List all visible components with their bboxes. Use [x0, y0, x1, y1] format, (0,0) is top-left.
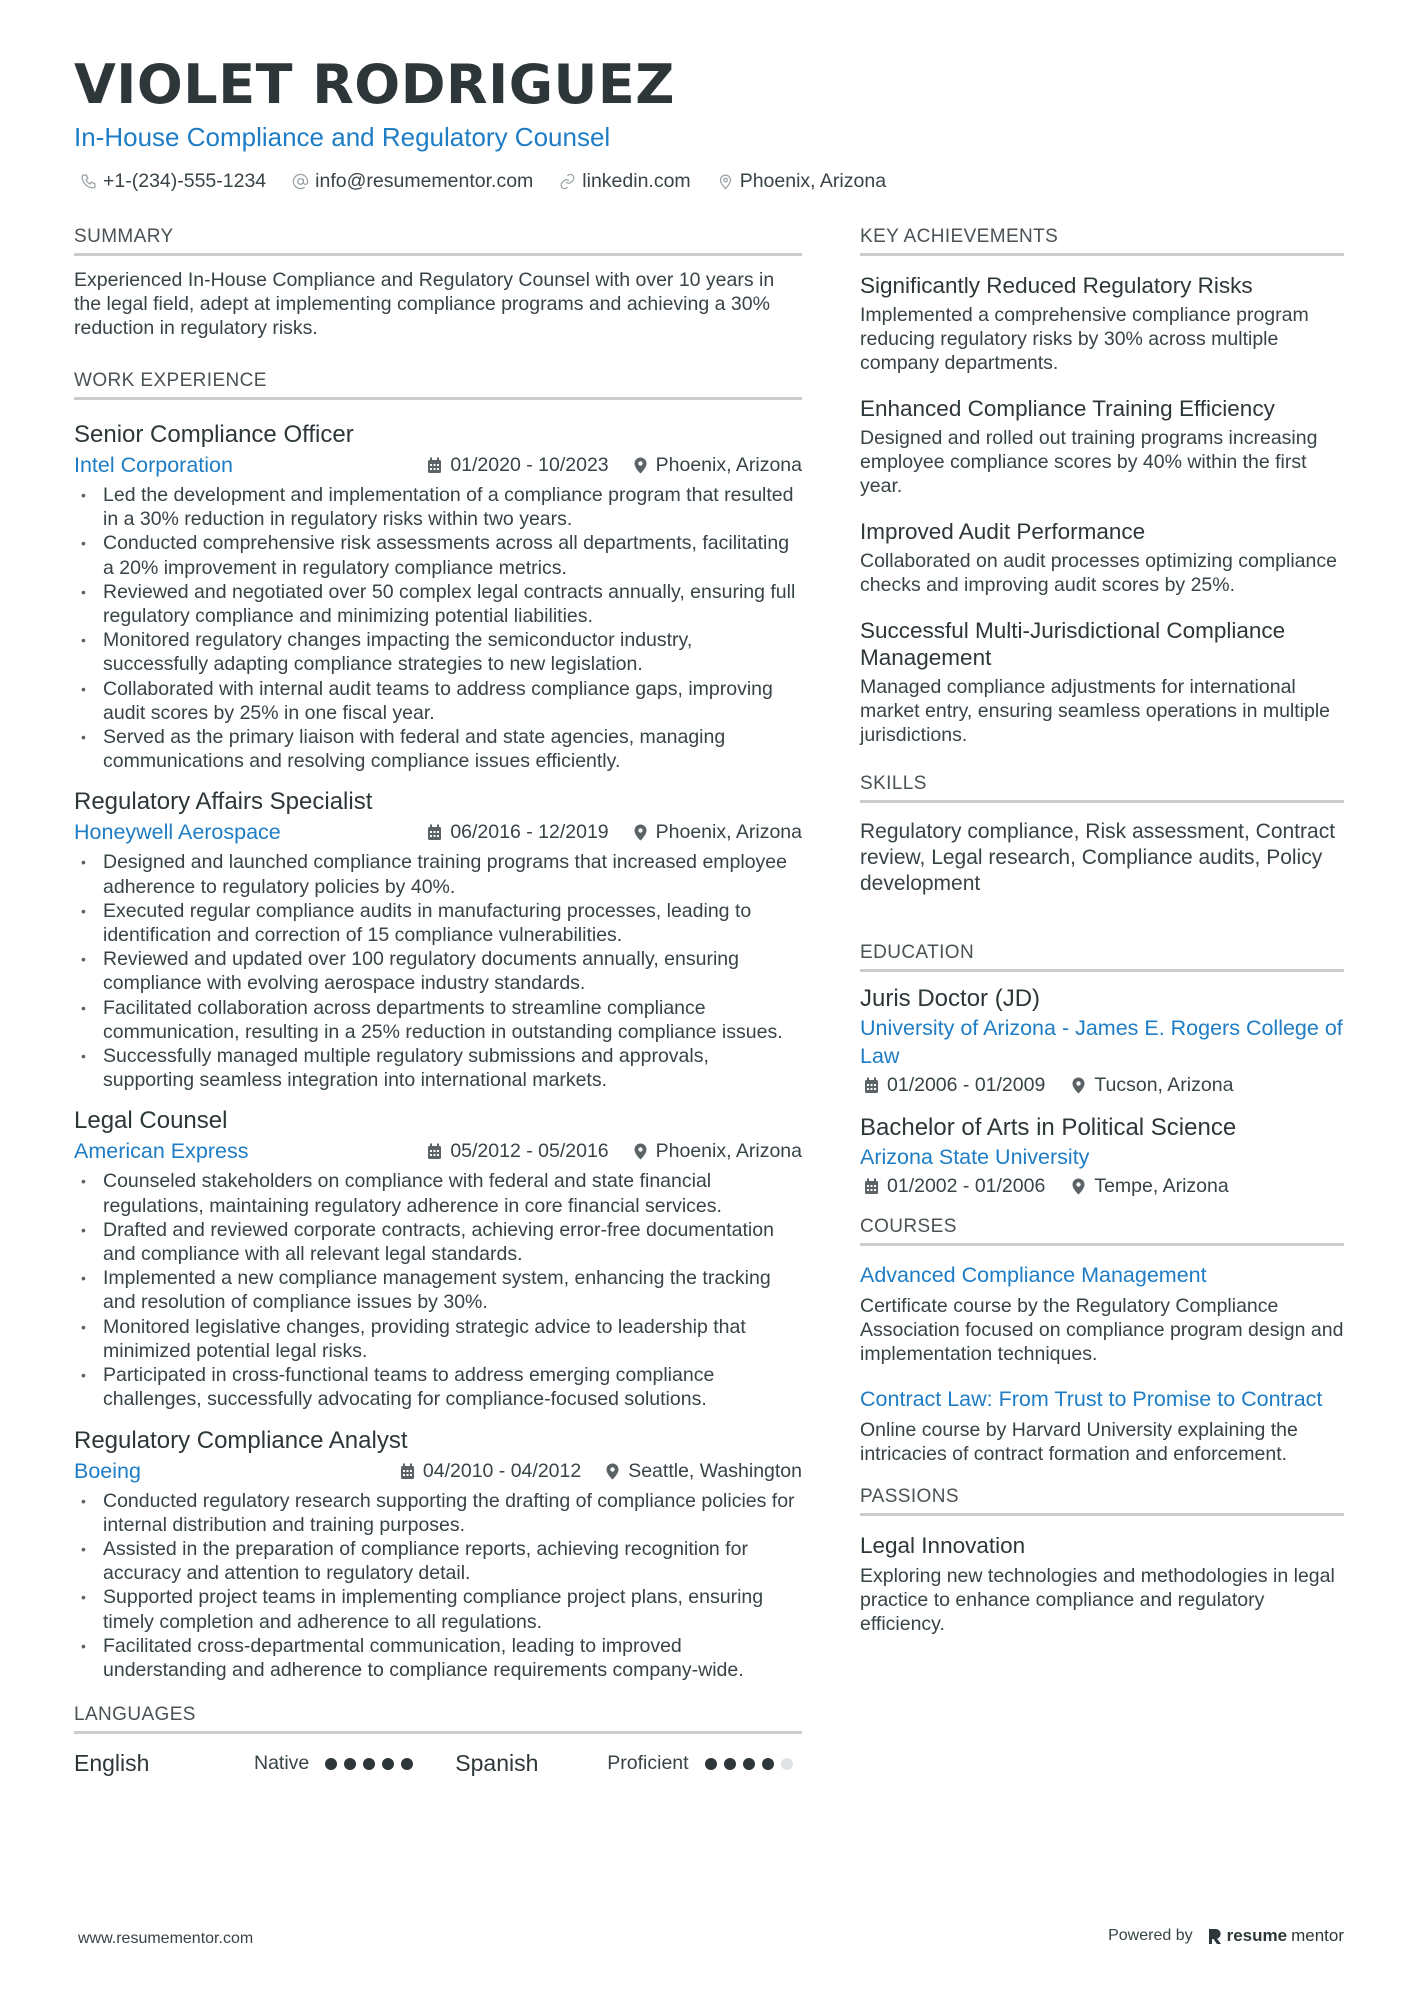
course-text: Online course by Harvard University explaining the intricacies of contract formation and enforcement. [860, 1419, 1298, 1465]
location-text: Phoenix, Arizona [739, 170, 887, 192]
achievement-text: Managed compliance adjustments for international market entry, ensuring seamless operations in multiple jurisdictions. [860, 676, 1331, 746]
bullet-item: • Monitored legislative changes, providing strategic advice to leadership that minimized potential legal risks. [74, 1315, 802, 1363]
bullet-item: • Implemented a new compliance management system, enhancing the tracking and resolution of compliance issues by 30%. [74, 1266, 802, 1314]
rating-dot [382, 1758, 394, 1770]
job-entry [74, 420, 802, 773]
bullet-item: • Collaborated with internal audit teams to address compliance gaps, improving audit scores by 25% in one fiscal year. [74, 677, 802, 725]
achievement-text: Designed and rolled out training programs increasing employee compliance scores by 40% within the first year. [860, 427, 1318, 497]
education-section [860, 942, 1344, 1198]
rating-dot [743, 1758, 755, 1770]
passion-list [860, 1532, 1344, 1636]
rating-dot [762, 1758, 774, 1770]
job-role: Regulatory Compliance Analyst [74, 1426, 408, 1454]
language-level: Proficient [607, 1752, 689, 1775]
job-location [633, 821, 802, 844]
phone-icon [80, 173, 97, 190]
education-dates [864, 1074, 1045, 1097]
education-location-text: Tempe, Arizona [1094, 1175, 1229, 1197]
education-list [860, 984, 1344, 1198]
languages-section [74, 1704, 802, 1777]
language-name: Spanish [455, 1750, 539, 1777]
job-location-text: Phoenix, Arizona [655, 1140, 802, 1163]
job-location [633, 454, 802, 477]
job-role: Senior Compliance Officer [74, 421, 354, 448]
resumementor-logo-icon [1207, 1927, 1223, 1945]
education-location [1071, 1175, 1228, 1198]
bullet-item: • Conducted regulatory research supporting the drafting of compliance policies for internal distribution and training purposes. [74, 1489, 802, 1537]
job-bullets [74, 1489, 802, 1683]
company-name[interactable]: Honeywell Aerospace [74, 820, 281, 845]
rating-dot [344, 1758, 356, 1770]
footer-powered [1108, 1926, 1344, 1946]
bullet-item: • Executed regular compliance audits in manufacturing processes, leading to identification and correction of 15 compliance vulnerabilities. [74, 899, 802, 947]
achievement-entry [860, 617, 1344, 747]
job-location-text: Phoenix, Arizona [655, 454, 802, 476]
job-location-text: Seattle, Washington [628, 1459, 802, 1482]
achievement-entry [860, 272, 1344, 375]
job-meta-right [427, 454, 802, 477]
job-location [605, 1460, 802, 1483]
rating-dot [401, 1758, 413, 1770]
job-role: Regulatory Affairs Specialist [74, 788, 373, 816]
job-bullets [74, 850, 802, 1092]
job-dates-text: 04/2010 - 04/2012 [422, 1459, 582, 1482]
achievement-title: Improved Audit Performance [860, 519, 1146, 544]
education-entry [860, 984, 1344, 1097]
calendar-icon [427, 1143, 442, 1160]
course-text: Certificate course by the Regulatory Compliance Association focused on compliance program design and implementation techniques. [860, 1295, 1344, 1365]
course-title[interactable]: Advanced Compliance Management [860, 1263, 1207, 1287]
course-title[interactable]: Contract Law: From Trust to Promise to Contract [860, 1387, 1323, 1411]
calendar-icon [427, 457, 442, 474]
location-pin-icon [1071, 1178, 1086, 1195]
job-entry [74, 1106, 802, 1411]
education-meta [864, 1175, 1344, 1198]
job-meta [74, 820, 802, 845]
education-location [1071, 1074, 1233, 1097]
contact-phone[interactable] [80, 170, 266, 193]
job-role: Legal Counsel [74, 1107, 228, 1135]
brand-part-resume: resume [1226, 1926, 1288, 1945]
language-level: Native [254, 1752, 310, 1775]
job-meta-right [427, 821, 802, 844]
brand-part-mentor: mentor [1291, 1926, 1344, 1945]
calendar-icon [400, 1463, 415, 1480]
bullet-item: • Reviewed and negotiated over 50 complex legal contracts annually, ensuring full regulatory compliance and minimizing potential liabilities. [74, 580, 802, 628]
company-name[interactable]: American Express [74, 1139, 249, 1164]
education-location-text: Tucson, Arizona [1094, 1074, 1234, 1096]
course-entry [860, 1262, 1344, 1366]
bullet-item: • Counseled stakeholders on compliance with federal and state financial regulations, maintaining regulatory adherence in core financial services. [74, 1169, 802, 1217]
course-entry [860, 1386, 1344, 1466]
footer-website[interactable]: www.resumementor.com [78, 1930, 254, 1947]
passion-entry [860, 1532, 1344, 1636]
linkedin-text: linkedin.com [582, 170, 691, 192]
bullet-item: • Participated in cross-functional teams to address emerging compliance challenges, successfully advocating for compliance-focused solutions. [74, 1363, 802, 1411]
job-meta [74, 1459, 802, 1484]
bullet-item: • Monitored regulatory changes impacting the semiconductor industry, successfully adapting compliance strategies to new legislation. [74, 628, 802, 676]
bullet-item: • Assisted in the preparation of compliance reports, achieving recognition for accuracy and attention to regulatory detail. [74, 1537, 802, 1585]
contact-email[interactable] [292, 170, 533, 193]
course-list [860, 1262, 1344, 1466]
achievement-entry [860, 395, 1344, 498]
courses-section [860, 1216, 1344, 1466]
company-name[interactable]: Boeing [74, 1458, 141, 1483]
education-school[interactable]: University of Arizona - James E. Rogers College of Law [860, 1016, 1343, 1068]
experience-section [74, 370, 802, 1682]
passion-title: Legal Innovation [860, 1533, 1026, 1558]
bullet-item: • Designed and launched compliance training programs that increased employee adherence to regulatory policies by 40%. [74, 850, 802, 898]
rating-dot [781, 1758, 793, 1770]
bullet-item: • Facilitated cross-departmental communication, leading to improved understanding and adherence to compliance requirements company-wide. [74, 1634, 802, 1682]
location-pin-icon [1071, 1077, 1086, 1094]
job-list [74, 420, 802, 1682]
location-pin-icon [633, 1143, 648, 1160]
language-rating [705, 1758, 793, 1770]
contact-linkedin[interactable] [559, 170, 690, 193]
brand-logo[interactable] [1207, 1926, 1344, 1946]
job-location-text: Phoenix, Arizona [655, 821, 802, 844]
achievement-text: Implemented a comprehensive compliance program reducing regulatory risks by 30% across multiple company departments. [860, 304, 1309, 374]
achievement-title: Successful Multi-Jurisdictional Compliance Management [860, 618, 1286, 670]
education-heading: EDUCATION [860, 942, 1344, 972]
language-rating [325, 1758, 413, 1770]
achievement-entry [860, 518, 1344, 597]
bullet-item: • Supported project teams in implementing compliance project plans, ensuring timely completion and adherence to all regulations. [74, 1585, 802, 1633]
education-meta [864, 1074, 1344, 1097]
right-column [860, 226, 1344, 1636]
calendar-icon [864, 1178, 879, 1195]
powered-by-label: Powered by [1108, 1927, 1193, 1944]
job-meta [74, 453, 802, 478]
education-dates-text: 01/2006 - 01/2009 [887, 1074, 1046, 1096]
job-dates-text: 06/2016 - 12/2019 [450, 821, 609, 844]
candidate-title: In-House Compliance and Regulatory Counsel [74, 122, 611, 152]
education-dates [864, 1175, 1045, 1198]
languages-heading: LANGUAGES [74, 1704, 802, 1734]
job-entry [74, 787, 802, 1092]
skills-text: Regulatory compliance, Risk assessment, Contract review, Legal research, Compliance audits, Policy development [860, 820, 1336, 895]
achievements-section [860, 226, 1344, 747]
job-entry [74, 1426, 802, 1683]
skills-heading: SKILLS [860, 773, 1344, 803]
company-name[interactable]: Intel Corporation [74, 453, 233, 477]
achievements-heading: KEY ACHIEVEMENTS [860, 226, 1344, 256]
phone-text: +1-(234)-555-1234 [103, 170, 267, 192]
contact-location [717, 170, 886, 193]
at-icon [292, 173, 309, 190]
contact-bar [80, 170, 886, 193]
language-name: English [74, 1750, 150, 1777]
bullet-item: • Facilitated collaboration across departments to streamline compliance communication, resulting in a 25% reduction in outstanding compliance issues. [74, 996, 802, 1044]
bullet-item: • Conducted comprehensive risk assessments across all departments, facilitating a 20% improvement in regulatory compliance metrics. [74, 531, 802, 579]
calendar-icon [864, 1077, 879, 1094]
location-pin-icon [605, 1463, 620, 1480]
job-bullets [74, 1169, 802, 1411]
job-dates [400, 1460, 581, 1483]
location-pin-icon [633, 824, 648, 841]
skills-section [860, 773, 1344, 897]
summary-heading: SUMMARY [74, 226, 802, 256]
job-meta [74, 1139, 802, 1164]
bullet-item: • Drafted and reviewed corporate contracts, achieving error-free documentation and compliance with all relevant legal standards. [74, 1218, 802, 1266]
job-dates-text: 01/2020 - 10/2023 [450, 454, 609, 476]
achievement-list [860, 272, 1344, 747]
bullet-item: • Led the development and implementation of a compliance program that resulted in a 30% reduction in regulatory risks within two years. [74, 483, 802, 531]
job-dates-text: 05/2012 - 05/2016 [450, 1140, 609, 1163]
education-entry [860, 1113, 1344, 1198]
email-text: info@resumementor.com [315, 170, 534, 192]
bullet-item: • Served as the primary liaison with federal and state agencies, managing communications and resolving compliance issues efficiently. [74, 725, 802, 773]
job-dates [427, 821, 608, 844]
rating-dot [325, 1758, 337, 1770]
education-degree: Bachelor of Arts in Political Science [860, 1114, 1237, 1141]
job-meta-right [400, 1460, 802, 1483]
bullet-item: • Successfully managed multiple regulatory submissions and approvals, supporting seamless integration into international markets. [74, 1044, 802, 1092]
bullet-item: • Reviewed and updated over 100 regulatory documents annually, ensuring compliance with evolving aerospace industry standards. [74, 947, 802, 995]
education-degree: Juris Doctor (JD) [860, 985, 1041, 1012]
achievement-title: Significantly Reduced Regulatory Risks [860, 273, 1253, 298]
rating-dot [705, 1758, 717, 1770]
location-pin-icon [633, 457, 648, 474]
passion-text: Exploring new technologies and methodologies in legal practice to enhance compliance and regulatory efficiency. [860, 1565, 1335, 1635]
location-pin-icon [717, 173, 734, 190]
education-dates-text: 01/2002 - 01/2006 [887, 1175, 1046, 1197]
calendar-icon [427, 824, 442, 841]
job-meta-right [427, 1140, 802, 1163]
achievement-text: Collaborated on audit processes optimizing compliance checks and improving audit scores by 25%. [860, 550, 1337, 596]
candidate-name: VIOLET RODRIGUEZ [74, 53, 675, 116]
job-dates [427, 1140, 608, 1163]
passions-section [860, 1486, 1344, 1636]
job-dates [427, 454, 608, 477]
link-icon [559, 173, 576, 190]
passions-heading: PASSIONS [860, 1486, 1344, 1516]
job-bullets [74, 483, 802, 773]
experience-heading: WORK EXPERIENCE [74, 370, 802, 400]
education-school[interactable]: Arizona State University [860, 1145, 1090, 1169]
job-location [633, 1140, 802, 1163]
rating-dot [363, 1758, 375, 1770]
language-row [74, 1750, 802, 1777]
courses-heading: COURSES [860, 1216, 1344, 1246]
rating-dot [724, 1758, 736, 1770]
achievement-title: Enhanced Compliance Training Efficiency [860, 396, 1275, 421]
summary-text: Experienced In-House Compliance and Regulatory Counsel with over 10 years in the legal field, adept at implementing compliance programs and achieving a 30% reduction in regulatory risks. [74, 269, 775, 339]
summary-section [74, 226, 802, 340]
left-column [74, 226, 802, 1777]
